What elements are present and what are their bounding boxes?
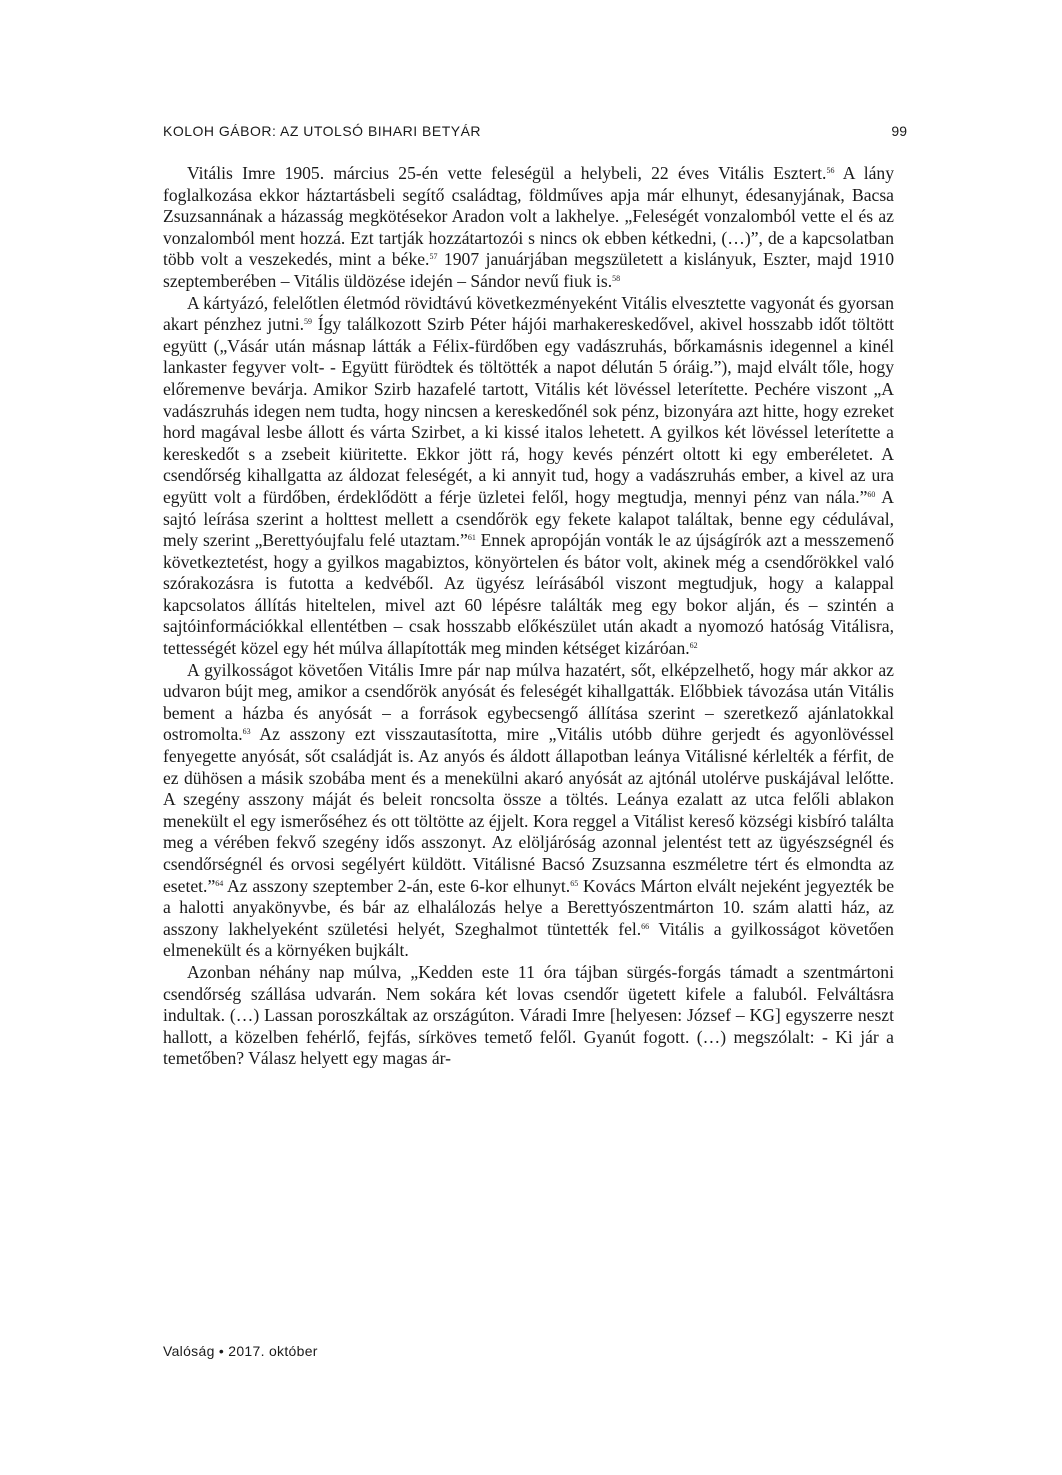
footnote-ref: 58 [612, 273, 621, 283]
footnote-ref: 63 [242, 727, 251, 737]
text-run: A sajtó leírása szerint a holttest mellett a csendőrök egy fekete kalapot találtak, benne egy cédulával, mely szerint „Berettyóujfalu felé utaztam.” [163, 486, 894, 551]
paragraph [163, 660, 894, 962]
page-number: 99 [891, 123, 907, 139]
text-run: Az asszony szeptember 2-án, este 6-kor elhunyt. [223, 875, 571, 896]
footnote-ref: 62 [689, 641, 698, 651]
footnote-ref: 61 [467, 533, 476, 543]
text-run: 1907 januárjában megszületett a kislányuk, Eszter, majd 1910 szeptemberében – Vitális üldözése idején – Sándor nevű fiuk is. [163, 249, 894, 291]
article-body [163, 163, 894, 1070]
running-header [163, 123, 907, 143]
footnote-ref: 56 [826, 166, 835, 175]
footnote-ref: 66 [641, 921, 650, 931]
text-run: Az asszony ezt visszautasította, mire „Vitális utóbb dühre gerjedt és agyonlövéssel fenyegette anyósát, sőt családját is. Az anyós és áldott állapotban leánya Vitálisné kérlelték a férfit, de ez dühösen a másik szobába ment és a menekülni akaró anyósát az ajtónál utolérve puskájával lelőtte. A szegény asszony máját és beleit roncsolta össze a töltés. Leánya ezalatt az utca felőli ablakon menekült el egy ismerőséhez és ott töltötte az éjjelt. Kora reggel a Vitálist kereső községi kisbíró találta meg a vérében fekvő szegény idős asszonyt. Az elöljáróság azonnal jelentést tett az ügyészségnél és csendőrségnél és orvosi segélyért küldött. Vitálisné Bacsó Zsuzsanna eszméletre tért és elmondta az esetet.” [163, 724, 894, 896]
footnote-ref: 59 [304, 317, 312, 327]
footnote-ref: 64 [215, 878, 224, 888]
text-run: A gyilkosságot követően Vitális Imre pár nap múlva hazatért, sőt, elképzelhető, hogy már akkor az udvaron bújt meg, amikor a csendőrök anyósát és feleségét kihallgatták. Előbbiek távozása után Vitális bement a házba és anyósát – a források egybecsengő állítása szerint – szeretkező ajánlatokkal ostromolta. [163, 659, 894, 745]
text-run: Vitális a gyilkosságot követően elmenekült és a környéken bujkált. [163, 918, 894, 961]
footnote-ref: 65 [570, 878, 579, 888]
text-run: Ennek apropóján vonták le az újságírók azt a messzemenő következtetést, hogy a gyilkos magabiztos, könyörtelen és bátor volt, akinek még a csendőrökkel való szórakozásra is futotta a kedvéből. Az ügyész leírásából viszont megtudjuk, hogy a kalappal kapcsolatos állítás hiteltelen, mivel azt 60 lépésre találták meg egy bokor alján, és – szintén a sajtóinformációkkal ellentétben – csak hosszabb előkészület után akadt a nyomozó hatóság Vitálisra, tettességét közel egy hét múlva állapították meg minden kétséget kizáróan. [163, 530, 894, 659]
text-run: Azonban néhány nap múlva, „Kedden este 11 óra tájban sürgés-forgás támadt a szentmártoni csendőrség szállása udvarán. Nem sokára két lovas csendőr ügetett kifele a faluból. Felváltásra indultak. (…) Lassan poroszkáltak az országúton. Váradi Imre [helyesen: József – KG] egyszerre neszt hallott, a közelben fehérlő, fejfás, sírköves temető felől. Gyanút fogott. (…) megszólalt: - Ki jár a temetőben? Válasz helyett egy magas ár- [163, 961, 894, 1069]
paragraph [163, 293, 894, 660]
text-run: A kártyázó, felelőtlen életmód rövidtávú következményeként Vitális elvesztette vagyonát és gyorsan akart pénzhez jutni. [163, 292, 894, 335]
text-run: Vitális Imre 1905. március 25-én vette feleségül a helybeli, 22 éves Vitális Esztert. [187, 163, 827, 183]
paragraph [163, 962, 894, 1070]
running-title: KOLOH GÁBOR: AZ UTOLSÓ BIHARI BETYÁR [163, 123, 482, 139]
text-run: A lány foglalkozása ekkor háztartásbeli segítő családtag, földműves apja már elhunyt, édesanyjának, Bacsa Zsuzsannának a házasság megkötésekor Aradon volt a lakhelye. „Feleségét vonzalomból vette el és az vonzalomból ment hozzá. Ezt tartják hozzátartozói s nincs ok ebben kétkedni, (…)”, de a kapcsolatban több volt a veszekedés, mint a béke. [163, 163, 894, 270]
text-run: Így találkozott Szirb Péter hájói marhakereskedővel, akivel hosszabb időt töltött együtt („Vásár után másnap látták a Félix-fürdőben egy vadászruhás, bőrkamásnis idegennel a kinél lankaster fegyver volt- - Együtt fürödtek és töltötték a napot délután 5 óráig.”), majd elvált tőle, hogy előremenve bevárja. Amikor Szirb hazafelé tartott, Vitális két lövéssel leterítette. Pechére viszont „A vadászruhás idegen nem tudta, hogy nincsen a kereskedőnél sok pénz, bizonyára azt hitte, hogy ezreket hord magával lesbe állott és várta Szirbet, a ki kissé italos lehetett. A gyilkos két lövéssel leterítette a kereskedőt s a zsebeit kiüritette. Ekkor jött rá, hogy kevés pénzért oltott ki egy emberéletet. A csendőrség kihallgatta az áldozat feleségét, a ki annyit tud, hogy a vadászruhás ember, a kivel az ura együtt volt a fürdőben, érdeklődött a férje üzletei felől, hogy megtudja, mennyi pénz van nála.” [163, 314, 894, 507]
paragraph [163, 163, 894, 293]
footnote-ref: 60 [867, 489, 876, 499]
text-run: Kovács Márton elvált nejeként jegyezték be a halotti anyakönyvbe, és bár az elhalálozás helye a Berettyószentmárton 10. szám alatti ház, az asszony lakhelyeként születési helyét, Szeghalmot tüntették fel. [163, 875, 894, 939]
footer-source: Valóság • 2017. október [163, 1343, 318, 1359]
footnote-ref: 57 [429, 252, 438, 262]
